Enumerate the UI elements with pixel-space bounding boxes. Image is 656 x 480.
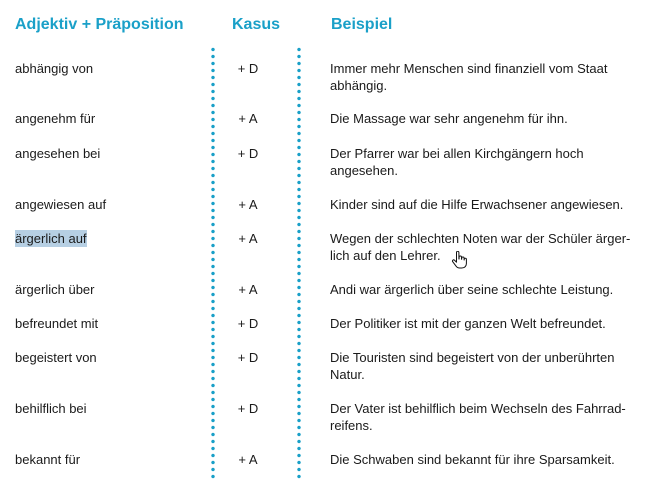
adjective-cell[interactable]: behilflich bei	[15, 401, 87, 416]
hand-pointer-icon	[451, 251, 467, 269]
adjective-cell-selected[interactable]: ärgerlich auf	[15, 231, 87, 246]
adjective-cell[interactable]: begeistert von	[15, 350, 97, 365]
case-cell: + D	[237, 61, 259, 76]
adjective-cell[interactable]: bekannt für	[15, 452, 81, 467]
adjective-cell[interactable]: angewiesen auf	[15, 197, 107, 212]
header-kasus: Kasus	[232, 16, 281, 33]
header-beispiel: Beispiel	[331, 16, 393, 33]
adjective-cell[interactable]: ärgerlich über	[15, 282, 95, 297]
dotted-separator-left	[211, 46, 215, 480]
adjective-cell[interactable]: angenehm für	[15, 111, 96, 126]
adjective-cell[interactable]: angesehen bei	[15, 146, 101, 161]
example-cell: Kinder sind auf die Hilfe Erwachsener angewiesen.	[330, 197, 624, 212]
case-cell: + D	[237, 316, 259, 331]
dotted-separator-right	[297, 46, 301, 480]
case-cell: + A	[238, 231, 258, 246]
case-cell: + A	[238, 452, 258, 467]
example-cell: Immer mehr Menschen sind finanziell vom Staat abhängig.	[330, 61, 608, 93]
example-cell: Der Pfarrer war bei allen Kirchgängern hoch angesehen.	[330, 146, 584, 178]
example-cell: Andi war ärgerlich über seine schlechte Leistung.	[330, 282, 614, 297]
adjective-cell[interactable]: abhängig von	[15, 61, 94, 76]
example-cell: Der Politiker ist mit der ganzen Welt befreundet.	[330, 316, 606, 331]
example-cell: Die Massage war sehr angenehm für ihn.	[330, 111, 568, 126]
example-cell: Wegen der schlechten Noten war der Schüler ärger-lich auf den Lehrer.	[330, 231, 631, 263]
header-adjektiv-praeposition: Adjektiv + Präposition	[15, 16, 184, 33]
case-cell: + A	[238, 111, 258, 126]
case-cell: + A	[238, 282, 258, 297]
example-cell: Die Schwaben sind bekannt für ihre Sparsamkeit.	[330, 452, 615, 467]
example-cell: Die Touristen sind begeistert von der unberührten Natur.	[330, 350, 615, 382]
case-cell: + D	[237, 146, 259, 161]
case-cell: + D	[237, 350, 259, 365]
case-cell: + D	[237, 401, 259, 416]
case-cell: + A	[238, 197, 258, 212]
adjective-cell[interactable]: befreundet mit	[15, 316, 99, 331]
example-cell: Der Vater ist behilflich beim Wechseln des Fahrrad-reifens.	[330, 401, 626, 433]
